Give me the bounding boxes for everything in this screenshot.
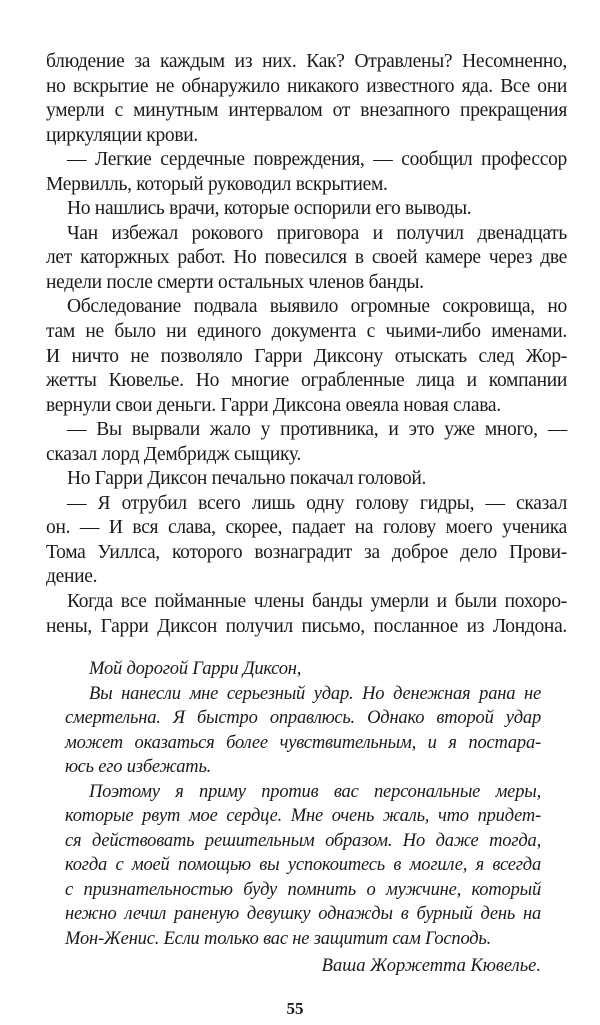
text-line: там не было ни единого документа с чьими-либо именами. — [46, 321, 567, 343]
text-line: циркуляции крови. — [46, 124, 198, 146]
letter-line: юсь его избежать. — [65, 757, 212, 777]
text-line: он. — И вся слава, скорее, падает на голову моего ученика — [46, 517, 567, 539]
text-line: но вскрытие не обнаружило никакого известного яда. Все они — [46, 75, 567, 97]
text-line: Тома Уиллса, которого вознаградит за доброе дело Прови- — [46, 541, 567, 563]
text-line: умерли с минутным интервалом от внезапного прекращения — [46, 100, 567, 122]
letter-line: Вы нанесли мне серьезный удар. Но денежная рана не — [89, 683, 541, 704]
text-line: лет каторжных работ. Но повесился в своей камере через две — [46, 247, 567, 269]
text-line: Мервилль, который руководил вскрытием. — [46, 173, 388, 195]
text-line: сказал лорд Дембридж сыщику. — [46, 443, 301, 465]
letter-greeting: Мой дорогой Гарри Диксон, — [89, 659, 302, 679]
text-line: — Легкие сердечные повреждения, — сообщил профессор — [67, 149, 567, 171]
letter-line: смертельна. Я быстро оправлюсь. Однако второй удар — [65, 708, 541, 728]
letter-line: когда с моей помощью вы успокоитесь в могиле, я всегда — [65, 855, 541, 875]
letter-line: может оказаться более чувствительным, и я постара- — [65, 732, 541, 753]
text-line: И ничто не позволяло Гарри Диксону отыскать след Жор- — [46, 345, 567, 367]
text-line: дение. — [46, 566, 98, 588]
text-line: жетты Кювелье. Но многие ограбленные лица и компании — [46, 370, 567, 392]
text-line: нены, Гарри Диксон получил письмо, посланное из Лондона. — [46, 615, 567, 637]
text-line: Когда все пойманные члены банды умерли и были похоро- — [67, 591, 567, 613]
text-line: вернули свои деньги. Гарри Диксона овеяла новая слава. — [46, 394, 501, 416]
letter-line: с признательностью буду помнить о мужчине, который — [65, 879, 541, 900]
text-line: недели после смерти остальных членов банды. — [46, 271, 424, 293]
letter-line: которые рвут мое сердце. Мне очень жаль, что придет- — [65, 806, 541, 826]
text-line: Но Гарри Диксон печально покачал головой. — [67, 468, 427, 490]
page-number: 55 — [286, 999, 304, 1018]
text-line: Но нашлись врачи, которые оспорили его выводы. — [67, 198, 472, 220]
letter-signature: Ваша Жоржетта Кювелье. — [321, 956, 541, 976]
text-line: блюдение за каждым из них. Как? Отравлены? Несомненно, — [46, 51, 567, 72]
letter-line: нежно лечил раненую девушку однажды в бурный день на — [65, 904, 541, 924]
letter-line: Мон-Женис. Если только вас не защитит сам Господь. — [65, 928, 492, 949]
body-text — [46, 50, 567, 639]
letter — [65, 657, 541, 951]
text-line: — Я отрубил всего лишь одну голову гидры, — сказал — [67, 492, 567, 514]
letter-line: ся действовать решительным образом. Но даже тогда, — [65, 830, 541, 851]
text-line: Чан избежал рокового приговора и получил двенадцать — [67, 222, 567, 244]
letter-line: Поэтому я приму против вас персональные меры, — [89, 781, 541, 802]
text-line: — Вы вырвали жало у противника, и это уже много, — — [67, 419, 567, 441]
text-line: Обследование подвала выявило огромные сокровища, но — [67, 296, 567, 318]
